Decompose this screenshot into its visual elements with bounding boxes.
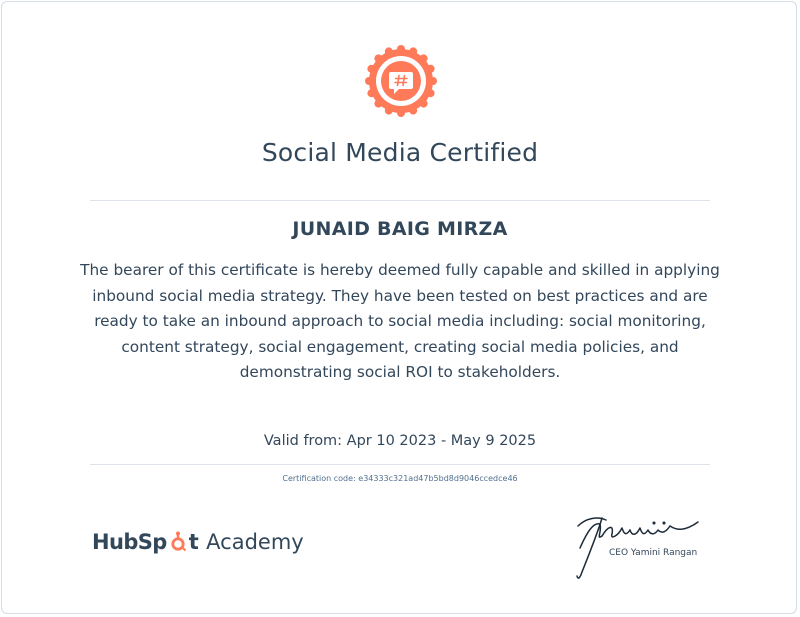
divider-bottom [90,464,710,465]
recipient-name: JUNAID BAIG MIRZA [292,218,508,240]
divider-top [90,200,710,201]
logo-wordmark-academy: Academy [206,530,304,554]
hubspot-sprocket-icon [168,531,188,553]
logo-wordmark-t: t [188,530,199,554]
hubspot-academy-logo [92,526,304,558]
certificate-title: Social Media Certified [261,138,539,167]
certification-code: Certification code: e34333c321ad47b5bd8d9046ccedce46 [282,474,518,483]
certificate-description: The bearer of this certificate is hereby deemed fully capable and skilled in applying inbound social media strategy. They have been tested on best practices and are ready to take an inbound approach to social media including: social monitoring, content strategy, social engagement, creating social media policies, and demonstrating social ROI to stakeholders. [80,261,720,381]
ceo-signature [572,510,712,582]
logo-wordmark-hub: HubSp [92,530,167,554]
validity-period: Valid from: Apr 10 2023 - May 9 2025 [263,433,537,449]
social-media-badge-icon [365,45,437,117]
signatory-title: CEO Yamini Rangan [609,548,698,558]
